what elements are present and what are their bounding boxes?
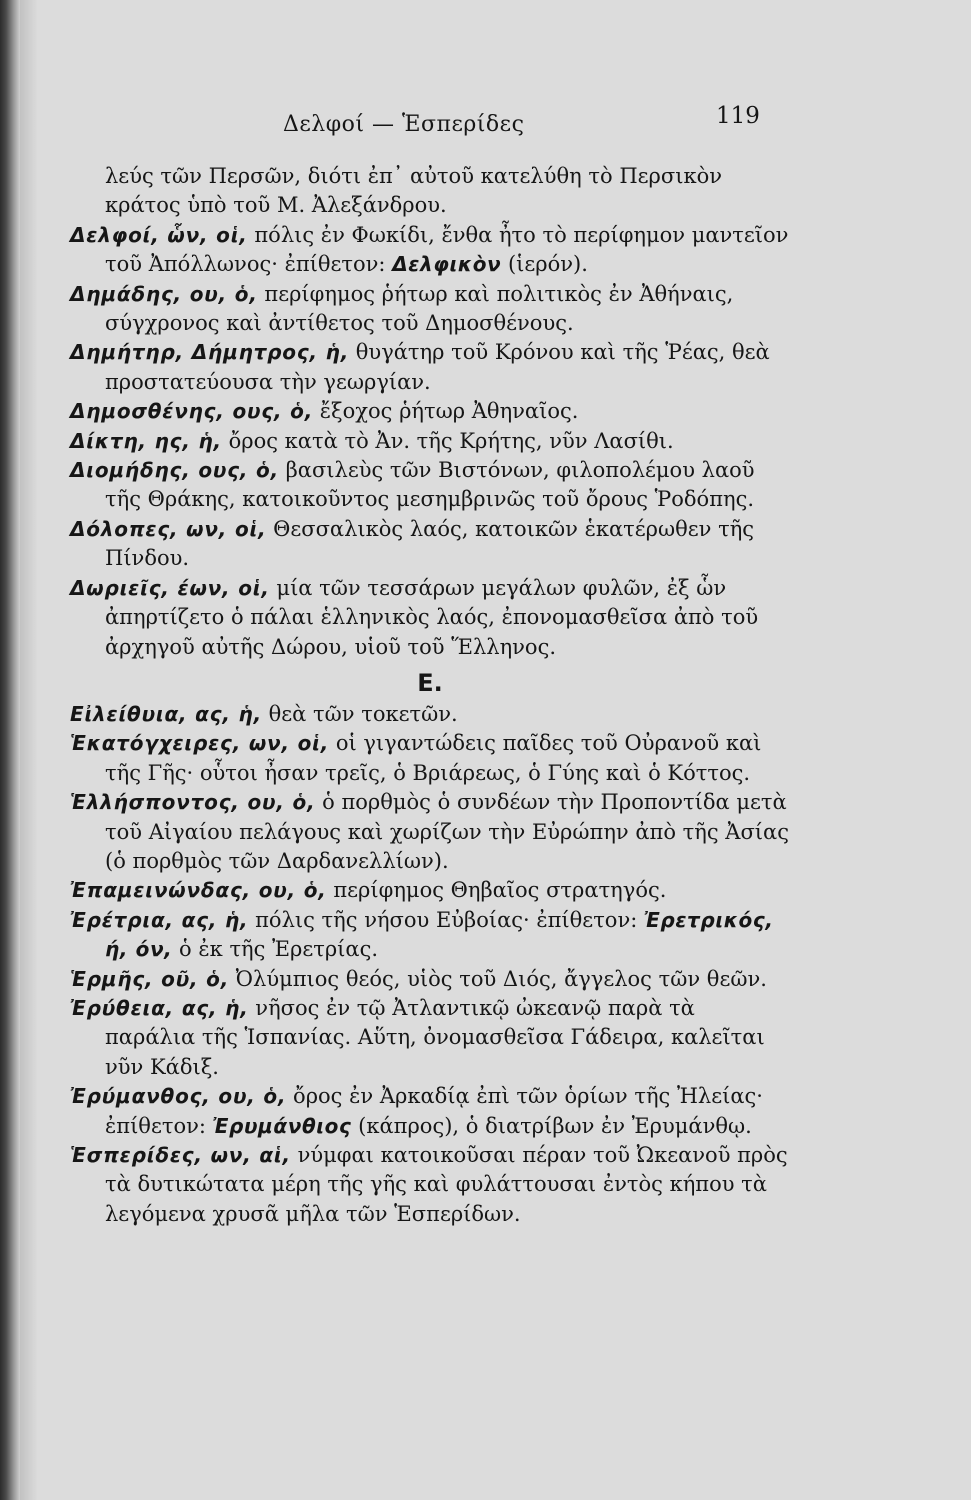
entry-definition: νῆσος ἐν τῷ Ἀτλαντικῷ ὠκεανῷ παρὰ τὰ παράλια τῆς Ἱσπανίας. Αὕτη, ὀνομασθεῖσα Γάδειρα, καλεῖται νῦν Κάδιξ.	[105, 995, 765, 1079]
entry-definition-tail: (ἱερόν).	[501, 252, 588, 277]
dictionary-entry	[70, 729, 790, 788]
entry-headword: Δελφοί, ὧν, οἱ,	[70, 222, 248, 247]
entries-epsilon	[70, 700, 790, 1229]
running-head: Δελφοί — Ἑσπερίδες	[283, 112, 525, 137]
entry-headword: Δίκτη, ης, ἡ,	[70, 428, 222, 453]
entry-derived-word: Ἐρυμάνθιος	[212, 1113, 352, 1138]
dictionary-entry	[70, 427, 790, 456]
entry-headword: Ἑρμῆς, οῦ, ὁ,	[70, 966, 230, 991]
entries-column	[70, 162, 790, 1229]
entry-headword: Ἐρύμανθος, ου, ὁ,	[70, 1084, 287, 1109]
entry-definition: θεὰ τῶν τοκετῶν.	[261, 701, 458, 726]
page-fold-shadow	[20, 0, 38, 1500]
dictionary-entry	[70, 456, 790, 515]
entry-definition: ὄρος κατὰ τὸ Ἀν. τῆς Κρήτης, νῦν Λασίθι.	[221, 428, 674, 453]
dictionary-entry	[70, 965, 790, 994]
entry-derived-word: Ἐρετρικός, ή, όν,	[105, 907, 774, 962]
entry-definition: Ὀλύμπιος θεός, υἱὸς τοῦ Διός, ἄγγελος τῶν θεῶν.	[229, 966, 767, 991]
entry-definition: περίφημος ῥήτωρ καὶ πολιτικὸς ἐν Ἀθήναις, σύγχρονος καὶ ἀντίθετος τοῦ Δημοσθένους.	[105, 281, 734, 336]
entry-headword: Ἐρέτρια, ας, ἡ,	[70, 907, 249, 932]
dictionary-entry	[70, 906, 790, 965]
entry-definition: οἱ γιγαντώδεις παῖδες τοῦ Οὐρανοῦ καὶ τῆς Γῆς· οὗτοι ἦσαν τρεῖς, ὁ Βριάρεως, ὁ Γύης καὶ ὁ Κόττος.	[105, 731, 762, 785]
entry-headword: Ἐρύθεια, ας, ἡ,	[70, 995, 249, 1020]
entry-definition: πόλις τῆς νήσου Εὐβοίας· ἐπίθετον:	[248, 907, 644, 932]
dictionary-entry	[70, 397, 790, 426]
page-number: 119	[716, 103, 760, 129]
entry-headword: Ἑσπερίδες, ων, αἱ,	[70, 1143, 291, 1167]
entry-headword: Ἐπαμεινώνδας, ου, ὁ,	[70, 878, 327, 903]
dictionary-entry	[70, 994, 790, 1082]
entry-definition: περίφημος Θηβαῖος στρατηγός.	[326, 878, 667, 903]
dictionary-page	[38, 0, 971, 1500]
entry-headword: Δημοσθένης, ους, ὁ,	[70, 399, 314, 424]
book-binding-shadow	[0, 0, 20, 1500]
section-letter-heading: E.	[417, 668, 443, 697]
dictionary-entry	[70, 221, 790, 280]
entry-headword: Διομήδης, ους, ὁ,	[70, 458, 279, 483]
entry-headword: Δόλοπες, ων, οἱ,	[70, 516, 267, 541]
dictionary-entry	[70, 338, 790, 397]
entry-definition-tail: (κάπρος), ὁ διατρίβων ἐν Ἐρυμάνθῳ.	[351, 1113, 752, 1138]
entry-headword: Εἰλείθυια, ας, ἡ,	[70, 701, 262, 726]
entry-definition: ὄρος ἐν Ἀρκαδίᾳ ἐπὶ τῶν ὁρίων τῆς Ἠλείας· ἐπίθετον:	[105, 1084, 763, 1138]
entry-definition: βασιλεὺς τῶν Βιστόνων, φιλοπολέμου λαοῦ τῆς Θράκης, κατοικοῦντος μεσημβρινῶς τοῦ ὄρους Ῥοδόπης.	[105, 458, 755, 512]
entry-headword: Δημάδης, ου, ὁ,	[70, 281, 258, 306]
entry-definition: θυγάτηρ τοῦ Κρόνου καὶ τῆς Ῥέας, θεὰ προστατεύουσα τὴν γεωργίαν.	[105, 340, 770, 394]
entry-headword: Ἑλλήσποντος, ου, ὁ,	[70, 790, 316, 815]
entry-headword: Δημήτηρ, Δήμητρος, ἡ,	[70, 340, 350, 365]
dictionary-entry	[70, 700, 790, 729]
dictionary-entry	[70, 280, 790, 339]
dictionary-entry	[70, 876, 790, 905]
entry-definition-tail: ὁ ἐκ τῆς Ἐρετρίας.	[172, 937, 379, 962]
entry-definition: πόλις ἐν Φωκίδι, ἔνθα ἦτο τὸ περίφημον μαντεῖον τοῦ Ἀπόλλωνος· ἐπίθετον:	[105, 222, 789, 277]
dictionary-entry	[70, 788, 790, 876]
entries-delta	[70, 221, 790, 662]
entry-definition: νύμφαι κατοικοῦσαι πέραν τοῦ Ὠκεανοῦ πρὸς τὰ δυτικώτατα μέρη τῆς γῆς καὶ φυλάττουσαι ἐντὸς κήπου τὰ λεγόμενα χρυσᾶ μῆλα τῶν Ἑσπερίδων.	[105, 1143, 788, 1226]
entry-headword: Δωριεῖς, έων, οἱ,	[70, 575, 270, 600]
dictionary-entry	[70, 515, 790, 574]
entry-derived-word: Δελφικὸν	[392, 252, 502, 277]
dictionary-entry	[70, 1141, 790, 1229]
entry-definition: μία τῶν τεσσάρων μεγάλων φυλῶν, ἐξ ὧν ἀπηρτίζετο ὁ πάλαι ἑλληνικὸς λαός, ἐπονομασθεῖσα ἀπὸ τοῦ ἀρχηγοῦ αὐτῆς Δώρου, υἱοῦ τοῦ Ἕλληνος.	[105, 575, 759, 659]
entry-headword: Ἑκατόγχειρες, ων, οἱ,	[70, 731, 330, 756]
entry-definition: Θεσσαλικὸς λαός, κατοικῶν ἑκατέρωθεν τῆς Πίνδου.	[105, 516, 755, 571]
dictionary-entry	[70, 574, 790, 662]
entry-definition: ἔξοχος ῥήτωρ Ἀθηναῖος.	[313, 399, 579, 424]
entry-definition: ὁ πορθμὸς ὁ συνδέων τὴν Προποντίδα μετὰ τοῦ Αἰγαίου πελάγους καὶ χωρίζων τὴν Εὐρώπην ἀπὸ τῆς Ἀσίας (ὁ πορθμὸς τῶν Δαρδανελλίων).	[105, 790, 789, 873]
dictionary-entry	[70, 1082, 790, 1141]
continued-entry-text: λεύς τῶν Περσῶν, διότι ἐπ᾽ αὐτοῦ κατελύθη τὸ Περσικὸν κράτος ὑπὸ τοῦ Μ. Ἀλεξάνδρου.	[105, 164, 722, 218]
